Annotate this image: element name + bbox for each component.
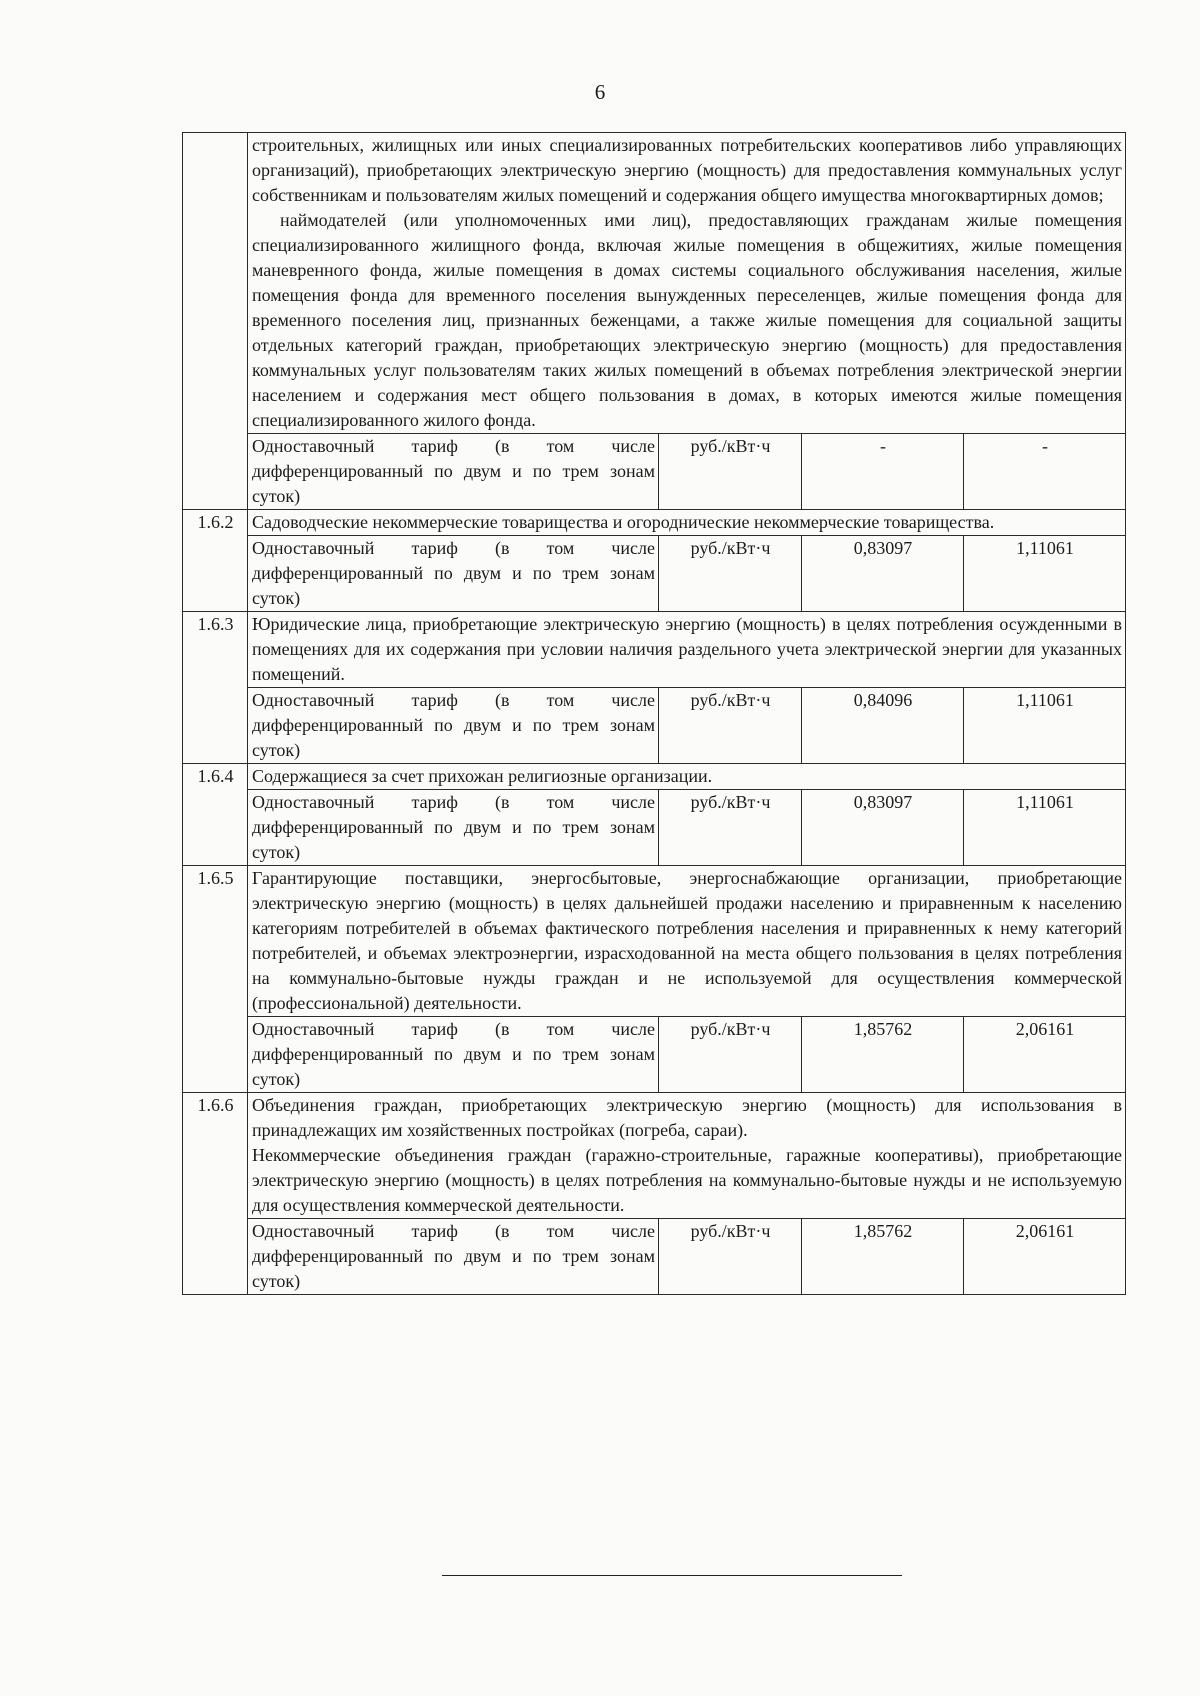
section-number: 1.6.4	[183, 764, 248, 866]
section-row	[183, 133, 1126, 434]
tariff-value-2: 1,11061	[964, 790, 1126, 866]
section-row	[183, 612, 1126, 688]
tariff-name: Одноставочный тариф (в том числе дифференцированный по двум и по трем зонам суток)	[248, 1017, 659, 1093]
tariff-name: Одноставочный тариф (в том числе дифференцированный по двум и по трем зонам суток)	[248, 434, 659, 510]
section-description	[248, 133, 1126, 434]
bottom-rule	[442, 1575, 902, 1576]
tariff-value-1: 0,84096	[802, 688, 964, 764]
section-description	[248, 764, 1126, 790]
description-paragraph: Содержащиеся за счет прихожан религиозные организации.	[252, 766, 713, 786]
section-description	[248, 510, 1126, 536]
section-number	[183, 133, 248, 510]
tariff-value-2: 2,06161	[964, 1219, 1126, 1295]
description-paragraph: Гарантирующие поставщики, энергосбытовые, энергоснабжающие организации, приобретающие электрическую энергию (мощность) в целях дальнейшей продажи населению и приравненным к населению категориям потребителей в объемах фактического потребления населения и приравненных к нему категорий потребителей, и объемах электроэнергии, израсходованной на места общего пользования в целях потребления на коммунально-бытовые нужды граждан и не используемой для осуществления коммерческой (профессиональной) деятельности.	[252, 868, 1122, 1013]
page-number: 6	[594, 80, 606, 104]
section-description	[248, 1093, 1126, 1219]
tariff-row	[183, 1219, 1126, 1295]
tariff-value-1: 0,83097	[802, 536, 964, 612]
tariff-value-2: -	[964, 434, 1126, 510]
tariff-value-1: 1,85762	[802, 1017, 964, 1093]
tariff-unit: руб./кВт·ч	[659, 790, 802, 866]
tariff-value-2: 1,11061	[964, 536, 1126, 612]
tariff-row	[183, 434, 1126, 510]
tariff-unit: руб./кВт·ч	[659, 536, 802, 612]
tariff-unit: руб./кВт·ч	[659, 1219, 802, 1295]
section-number: 1.6.6	[183, 1093, 248, 1295]
section-number: 1.6.3	[183, 612, 248, 764]
description-paragraph: Некоммерческие объединения граждан (гаражно-строительные, гаражные кооперативы), приобретающие электрическую энергию (мощность) в целях потребления на коммунально-бытовые нужды и не используемую для осуществления коммерческой деятельности.	[252, 1145, 1122, 1215]
description-paragraph: строительных, жилищных или иных специализированных потребительских кооперативов либо управляющих организаций), приобретающих электрическую энергию (мощность) для предоставления коммунальных услуг собственникам и пользователям жилых помещений и содержания общего имущества многоквартирных домов;	[252, 135, 1122, 205]
section-row	[183, 1093, 1126, 1219]
description-paragraph: Объединения граждан, приобретающих электрическую энергию (мощность) для использования в принадлежащих им хозяйственных постройках (погреба, сараи).	[252, 1095, 1122, 1140]
tariff-value-2: 1,11061	[964, 688, 1126, 764]
tariff-value-1: -	[802, 434, 964, 510]
tariff-unit: руб./кВт·ч	[659, 688, 802, 764]
section-number: 1.6.5	[183, 866, 248, 1093]
description-paragraph: наймодателей (или уполномоченных ими лиц), предоставляющих гражданам жилые помещения специализированного жилищного фонда, включая жилые помещения в общежитиях, жилые помещения маневренного фонда, жилые помещения в домах системы социального обслуживания населения, жилые помещения фонда для временного поселения вынужденных переселенцев, жилые помещения фонда для временного поселения лиц, признанных беженцами, а также жилые помещения для социальной защиты отдельных категорий граждан, приобретающих электрическую энергию (мощность) для предоставления коммунальных услуг пользователям таких жилых помещений в объемах потребления электрической энергии населением и содержания мест общего пользования в домах, в которых имеются жилые помещения специализированного жилого фонда.	[252, 210, 1122, 430]
tariff-value-1: 1,85762	[802, 1219, 964, 1295]
tariff-table	[182, 132, 1126, 1295]
section-description	[248, 866, 1126, 1017]
tariff-row	[183, 1017, 1126, 1093]
section-row	[183, 510, 1126, 536]
section-number: 1.6.2	[183, 510, 248, 612]
description-paragraph: Садоводческие некоммерческие товарищества и огороднические некоммерческие товарищества.	[252, 512, 995, 532]
tariff-row	[183, 536, 1126, 612]
tariff-row	[183, 790, 1126, 866]
tariff-name: Одноставочный тариф (в том числе дифференцированный по двум и по трем зонам суток)	[248, 688, 659, 764]
tariff-name: Одноставочный тариф (в том числе дифференцированный по двум и по трем зонам суток)	[248, 536, 659, 612]
tariff-value-1: 0,83097	[802, 790, 964, 866]
tariff-name: Одноставочный тариф (в том числе дифференцированный по двум и по трем зонам суток)	[248, 1219, 659, 1295]
section-row	[183, 866, 1126, 1017]
section-row	[183, 764, 1126, 790]
tariff-name: Одноставочный тариф (в том числе дифференцированный по двум и по трем зонам суток)	[248, 790, 659, 866]
tariff-unit: руб./кВт·ч	[659, 434, 802, 510]
tariff-unit: руб./кВт·ч	[659, 1017, 802, 1093]
tariff-value-2: 2,06161	[964, 1017, 1126, 1093]
section-description	[248, 612, 1126, 688]
tariff-row	[183, 688, 1126, 764]
description-paragraph: Юридические лица, приобретающие электрическую энергию (мощность) в целях потребления осужденными в помещениях для их содержания при условии наличия раздельного учета электрической энергии для указанных помещений.	[252, 614, 1122, 684]
